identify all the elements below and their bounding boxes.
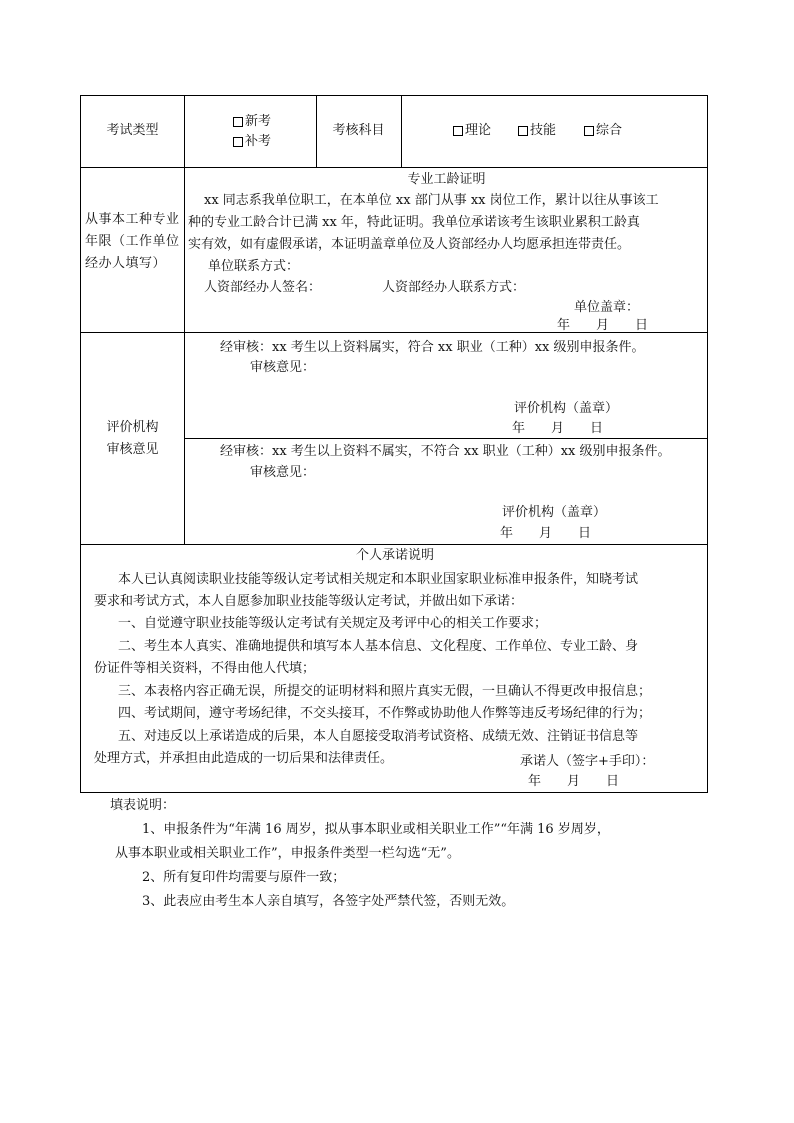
- work-years-certificate-title: 专业工龄证明: [407, 172, 486, 187]
- commitment-item: 五、对违反以上承诺造成的后果，本人自愿接受取消考试资格、成绩无效、注销证书信息等: [118, 729, 639, 744]
- theory-label: 理论: [465, 123, 492, 138]
- checkbox-icon[interactable]: [518, 126, 528, 136]
- instructions-title: 填表说明：: [110, 798, 176, 813]
- commitment-date: 年 月 日: [528, 774, 620, 789]
- commitment-item: 四、考试期间，遵守考场纪律，不交头接耳，不作弊或协助他人作弊等违反考场纪律的行为；: [118, 706, 652, 721]
- skill-option[interactable]: [518, 121, 556, 143]
- review-date: 年 月 日: [512, 421, 604, 436]
- review-label: 评价机构: [106, 420, 159, 435]
- commitment-item: 份证件等相关资料，不得由他人代填；: [94, 661, 316, 676]
- retake-option[interactable]: [233, 132, 271, 154]
- commitment-item: 一、自觉遵守职业技能等级认定考试有关规定及考评中心的相关工作要求；: [118, 616, 548, 631]
- checkbox-icon[interactable]: [453, 126, 463, 136]
- commitment-text: 本人已认真阅读职业技能等级认定考试相关规定和本职业国家职业标准申报条件，知晓考试: [118, 572, 639, 587]
- skill-label: 技能: [530, 123, 557, 138]
- new-exam-option[interactable]: [233, 112, 271, 134]
- review-label: 审核意见: [106, 442, 159, 457]
- instruction-item: 从事本职业或相关职业工作”，申报条件类型一栏勾选“无”。: [115, 846, 460, 861]
- instruction-item: 3、此表应由考生本人亲自填写，各签字处严禁代签，否则无效。: [142, 894, 515, 909]
- work-years-label: 从事本工种专业年限（工作单位经办人填写）: [85, 212, 180, 271]
- review-pass-text: 经审核：xx 考生以上资料属实，符合 xx 职业（工种）xx 级别申报条件。: [220, 340, 645, 355]
- hr-signature-label: 人资部经办人签名：: [204, 280, 322, 295]
- checkbox-icon[interactable]: [233, 117, 243, 127]
- certificate-text: 种的专业工龄合计已满 xx 年，特此证明。我单位承诺该考生该职业累积工龄真: [188, 215, 640, 230]
- certificate-text: 实有效，如有虚假承诺，本证明盖章单位及人资部经办人均愿承担连带责任。: [188, 237, 631, 252]
- row-divider: [81, 544, 707, 545]
- certificate-text: xx 同志系我单位职工，在本单位 xx 部门从事 xx 岗位工作，累计以往从事该工: [204, 193, 659, 208]
- checkbox-icon[interactable]: [233, 137, 243, 147]
- review-date: 年 月 日: [500, 526, 592, 541]
- row-divider: [184, 438, 707, 439]
- fill-instructions: [80, 794, 710, 914]
- row-divider: [81, 167, 707, 168]
- commitment-item: 二、考生本人真实、准确地提供和填写本人基本信息、文化程度、工作单位、专业工龄、身: [118, 639, 639, 654]
- hr-contact-label: 人资部经办人联系方式：: [382, 280, 526, 295]
- column-divider: [401, 96, 402, 167]
- column-divider: [184, 96, 185, 544]
- exam-type-label: 考试类型: [106, 123, 159, 138]
- comprehensive-label: 综合: [596, 123, 623, 138]
- review-org-seal: 评价机构（盖章）: [514, 401, 619, 416]
- commitment-title: 个人承诺说明: [355, 548, 434, 563]
- instruction-item: 2、所有复印件均需要与原件一致；: [142, 870, 346, 885]
- checkbox-icon[interactable]: [584, 126, 594, 136]
- commitment-item: 处理方式，并承担由此造成的一切后果和法律责任。: [94, 751, 394, 766]
- commitment-item: 三、本表格内容正确无误，所提交的证明材料和照片真实无假，一旦确认不得更改申报信息；: [118, 684, 652, 699]
- theory-option[interactable]: [453, 121, 491, 143]
- instruction-item: 1、申报条件为“年满 16 周岁，拟从事本职业或相关职业工作”“年满 16 岁周岁，: [142, 822, 610, 837]
- unit-contact-label: 单位联系方式：: [208, 259, 300, 274]
- review-opinion-label: 审核意见：: [250, 465, 316, 480]
- review-fail-text: 经审核：xx 考生以上资料不属实，不符合 xx 职业（工种）xx 级别申报条件。: [220, 444, 671, 459]
- retake-label: 补考: [245, 134, 272, 149]
- review-org-seal: 评价机构（盖章）: [502, 505, 607, 520]
- signer-label: 承诺人（签字+手印）：: [520, 754, 655, 769]
- review-opinion-label: 审核意见：: [250, 360, 316, 375]
- new-exam-label: 新考: [245, 114, 272, 129]
- certificate-date: 年 月 日: [557, 318, 649, 333]
- application-form-table: [80, 95, 708, 793]
- commitment-text: 要求和考试方式，本人自愿参加职业技能等级认定考试，并做出如下承诺：: [94, 594, 524, 609]
- unit-seal-label: 单位盖章：: [574, 300, 640, 315]
- comprehensive-option[interactable]: [584, 121, 622, 143]
- subject-label: 考核科目: [332, 123, 385, 138]
